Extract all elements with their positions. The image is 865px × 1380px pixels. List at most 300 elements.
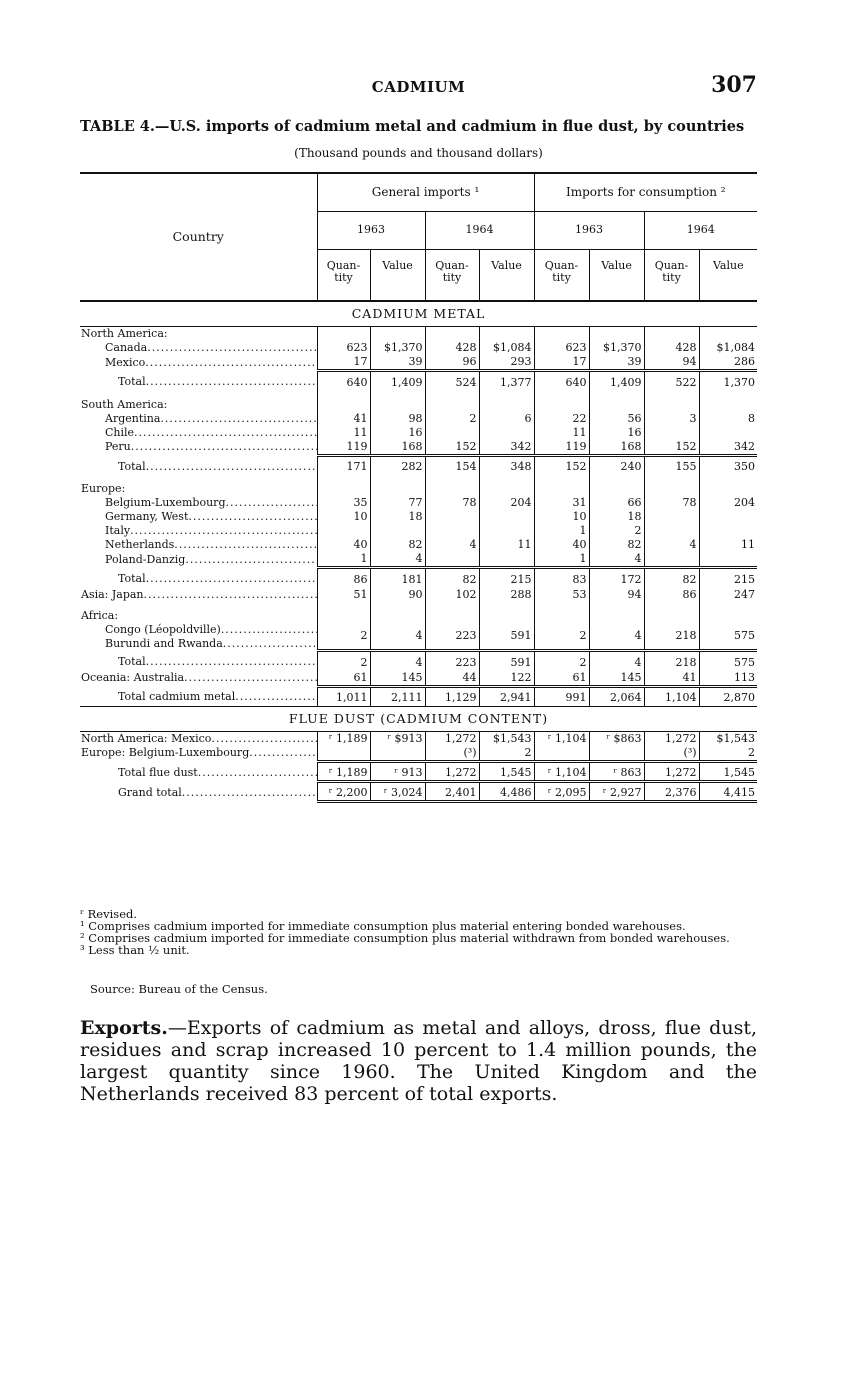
cell-value: 77 bbox=[370, 496, 425, 510]
cell-value bbox=[644, 602, 699, 623]
row-label bbox=[80, 781, 317, 801]
cell-value bbox=[699, 391, 757, 412]
row-label-text: Total bbox=[118, 572, 146, 585]
cell-value: 428 bbox=[644, 341, 699, 355]
row-label-text: Oceania: Australia bbox=[81, 671, 185, 685]
cell-value: 17 bbox=[534, 355, 589, 371]
cell-value: 1,272 bbox=[644, 731, 699, 746]
cell-value bbox=[425, 602, 479, 623]
row-label-text: North America: Mexico bbox=[81, 731, 212, 745]
cell-value bbox=[425, 327, 479, 342]
general-imports-header: General imports ¹ bbox=[317, 173, 534, 211]
cell-value: 3 bbox=[644, 412, 699, 426]
cell-value: 145 bbox=[370, 671, 425, 687]
cell-value: 4 bbox=[644, 538, 699, 552]
cell-value: 204 bbox=[699, 496, 757, 510]
imports-table-grid bbox=[80, 172, 757, 803]
table-row bbox=[80, 524, 757, 538]
cell-value: 2 bbox=[699, 746, 757, 762]
row-label-text: Netherlands bbox=[105, 538, 175, 551]
table-row bbox=[80, 341, 757, 355]
cell-value: 282 bbox=[370, 455, 425, 475]
cell-value: $1,370 bbox=[370, 341, 425, 355]
row-label bbox=[80, 761, 317, 781]
row-label-text: Poland-Danzig bbox=[105, 552, 186, 566]
cell-value: 1,104 bbox=[644, 686, 699, 706]
cell-value: 1 bbox=[534, 552, 589, 568]
cell-value bbox=[479, 327, 534, 342]
cell-value: 155 bbox=[644, 455, 699, 475]
quantity-header: Quan- tity bbox=[317, 249, 370, 301]
footnote-2: ² Comprises cadmium imported for immediate consumption plus material withdrawn from bonded warehouses. bbox=[80, 931, 730, 945]
cell-value: ʳ 3,024 bbox=[370, 781, 425, 801]
row-label-text: Grand total bbox=[118, 785, 182, 799]
footnotes bbox=[80, 908, 757, 956]
cell-value: 575 bbox=[699, 623, 757, 651]
cell-value: 119 bbox=[317, 440, 370, 456]
cell-value: 145 bbox=[589, 671, 644, 687]
cell-value: $1,084 bbox=[479, 341, 534, 355]
row-label-text: Italy bbox=[105, 524, 131, 537]
row-label bbox=[80, 538, 317, 552]
cell-value: 4 bbox=[589, 651, 644, 671]
cell-value: 2 bbox=[317, 623, 370, 651]
cell-value: 113 bbox=[699, 671, 757, 687]
cell-value bbox=[479, 391, 534, 412]
table-row bbox=[80, 671, 757, 687]
table-row bbox=[80, 355, 757, 371]
exports-lead-in: Exports. bbox=[80, 1017, 168, 1039]
cell-value bbox=[699, 510, 757, 524]
cell-value: 4 bbox=[370, 651, 425, 671]
value-header: Value bbox=[479, 249, 534, 301]
row-label-text: Belgium-Luxembourg bbox=[105, 496, 226, 509]
row-label-text: Peru bbox=[105, 440, 131, 454]
cell-value: 2 bbox=[317, 651, 370, 671]
cell-value: 94 bbox=[644, 355, 699, 371]
imports-consumption-header: Imports for consumption ² bbox=[534, 173, 757, 211]
dot-leader bbox=[184, 671, 317, 684]
dot-leader bbox=[147, 341, 317, 354]
cell-value bbox=[317, 327, 370, 342]
cell-value: 152 bbox=[425, 440, 479, 456]
cell-value: 11 bbox=[479, 538, 534, 552]
row-label bbox=[80, 341, 317, 355]
quantity-header: Quan- tity bbox=[534, 249, 589, 301]
cell-value: ʳ 1,104 bbox=[534, 731, 589, 746]
total-row bbox=[80, 568, 757, 588]
cell-value: 575 bbox=[699, 651, 757, 671]
cell-value: 2 bbox=[534, 623, 589, 651]
cell-value bbox=[425, 426, 479, 440]
row-label-text: Burundi and Rwanda bbox=[105, 636, 223, 650]
dot-leader bbox=[144, 588, 317, 601]
table-row bbox=[80, 588, 757, 602]
dot-leader bbox=[146, 572, 317, 585]
cell-value: 56 bbox=[589, 412, 644, 426]
row-label bbox=[80, 327, 317, 342]
row-label-text: Total bbox=[118, 375, 146, 388]
cell-value bbox=[534, 746, 589, 762]
cell-value bbox=[699, 602, 757, 623]
cell-value: 122 bbox=[479, 671, 534, 687]
cell-value bbox=[317, 475, 370, 496]
cell-value: 82 bbox=[370, 538, 425, 552]
dot-leader bbox=[160, 412, 317, 425]
cell-value: 1,272 bbox=[644, 761, 699, 781]
dot-leader bbox=[235, 690, 317, 703]
cell-value: ʳ $863 bbox=[589, 731, 644, 746]
cell-value bbox=[425, 552, 479, 568]
cell-value: 4 bbox=[370, 552, 425, 568]
cell-value bbox=[644, 510, 699, 524]
cell-value: 86 bbox=[644, 588, 699, 602]
cell-value: 66 bbox=[589, 496, 644, 510]
cell-value: 10 bbox=[534, 510, 589, 524]
row-label bbox=[80, 623, 317, 637]
cell-value bbox=[479, 475, 534, 496]
cell-value: 991 bbox=[534, 686, 589, 706]
cell-value: 218 bbox=[644, 651, 699, 671]
cell-value bbox=[589, 391, 644, 412]
cell-value: 2 bbox=[589, 524, 644, 538]
row-label bbox=[80, 568, 317, 588]
value-header: Value bbox=[699, 249, 757, 301]
table-row bbox=[80, 391, 757, 412]
cell-value bbox=[425, 524, 479, 538]
cell-value: 240 bbox=[589, 455, 644, 475]
cell-value bbox=[699, 524, 757, 538]
cell-value bbox=[534, 602, 589, 623]
table-row bbox=[80, 623, 757, 637]
cell-value: 154 bbox=[425, 455, 479, 475]
cell-value: 119 bbox=[534, 440, 589, 456]
cell-value: 2,870 bbox=[699, 686, 757, 706]
quantity-header: Quan- tity bbox=[644, 249, 699, 301]
dot-leader bbox=[221, 623, 317, 636]
cell-value bbox=[479, 426, 534, 440]
cell-value: 35 bbox=[317, 496, 370, 510]
table-row bbox=[80, 440, 757, 456]
dot-leader bbox=[182, 786, 317, 799]
row-label-text: Europe: bbox=[81, 482, 126, 495]
cell-value: 171 bbox=[317, 455, 370, 475]
cell-value bbox=[534, 475, 589, 496]
cell-value bbox=[589, 327, 644, 342]
cell-value: (³) bbox=[425, 746, 479, 762]
cell-value: 522 bbox=[644, 371, 699, 391]
row-label-text: Total bbox=[118, 459, 146, 473]
cell-value bbox=[425, 475, 479, 496]
cell-value: 293 bbox=[479, 355, 534, 371]
cell-value: 39 bbox=[370, 355, 425, 371]
cell-value: ʳ 2,095 bbox=[534, 781, 589, 801]
dot-leader bbox=[134, 426, 317, 439]
row-label bbox=[80, 440, 317, 456]
cell-value: 215 bbox=[699, 568, 757, 588]
row-label bbox=[80, 391, 317, 412]
cell-value: 640 bbox=[317, 371, 370, 391]
cell-value: ʳ 2,200 bbox=[317, 781, 370, 801]
row-label bbox=[80, 552, 317, 568]
cell-value: $1,084 bbox=[699, 341, 757, 355]
cell-value bbox=[479, 510, 534, 524]
row-label bbox=[80, 746, 317, 762]
cell-value: 82 bbox=[425, 568, 479, 588]
cell-value: 96 bbox=[425, 355, 479, 371]
row-label bbox=[80, 602, 317, 623]
cell-value bbox=[370, 746, 425, 762]
cell-value: 350 bbox=[699, 455, 757, 475]
cell-value: 4 bbox=[589, 552, 644, 568]
dot-leader bbox=[249, 746, 317, 759]
row-label bbox=[80, 671, 317, 687]
cell-value: 1,129 bbox=[425, 686, 479, 706]
row-label-text: Total flue dust bbox=[118, 765, 198, 779]
running-title: CADMIUM bbox=[371, 78, 466, 96]
table-row bbox=[80, 602, 757, 623]
year-1964-general: 1964 bbox=[425, 211, 534, 249]
cell-value: 247 bbox=[699, 588, 757, 602]
cell-value: 83 bbox=[534, 568, 589, 588]
cell-value: 286 bbox=[699, 355, 757, 371]
cell-value bbox=[644, 475, 699, 496]
cell-value: 1,272 bbox=[425, 761, 479, 781]
source-note: Source: Bureau of the Census. bbox=[90, 982, 268, 996]
cell-value: 172 bbox=[589, 568, 644, 588]
cell-value bbox=[644, 391, 699, 412]
table-title: TABLE 4.—U.S. imports of cadmium metal and cadmium in flue dust, by countries bbox=[80, 118, 745, 135]
cell-value: 4 bbox=[589, 623, 644, 651]
cell-value: 591 bbox=[479, 651, 534, 671]
total-row bbox=[80, 455, 757, 475]
table-row bbox=[80, 746, 757, 762]
row-label-text: Canada bbox=[105, 341, 148, 354]
dot-leader bbox=[146, 375, 317, 388]
quantity-header: Quan- tity bbox=[425, 249, 479, 301]
cell-value bbox=[370, 475, 425, 496]
cell-value bbox=[479, 552, 534, 568]
dot-leader bbox=[146, 460, 317, 473]
cell-value: 22 bbox=[534, 412, 589, 426]
cell-value: 98 bbox=[370, 412, 425, 426]
imports-table bbox=[80, 172, 757, 803]
year-1963-consumption: 1963 bbox=[534, 211, 644, 249]
cell-value bbox=[425, 510, 479, 524]
cell-value: 78 bbox=[425, 496, 479, 510]
value-header: Value bbox=[370, 249, 425, 301]
cell-value bbox=[479, 524, 534, 538]
row-label-text: Asia: Japan bbox=[81, 587, 144, 601]
cell-value: 152 bbox=[644, 440, 699, 456]
cell-value: 31 bbox=[534, 496, 589, 510]
cell-value bbox=[644, 327, 699, 342]
row-label-text: Chile bbox=[105, 425, 135, 439]
cell-value: 2,376 bbox=[644, 781, 699, 801]
dot-leader bbox=[145, 356, 317, 369]
dot-leader bbox=[188, 510, 317, 523]
cell-value bbox=[699, 552, 757, 568]
row-label-text: Europe: Belgium-Luxembourg bbox=[81, 746, 250, 760]
cell-value: 61 bbox=[534, 671, 589, 687]
cell-value: 90 bbox=[370, 588, 425, 602]
cell-value: ʳ 1,104 bbox=[534, 761, 589, 781]
dot-leader bbox=[185, 553, 317, 566]
cell-value: 2,401 bbox=[425, 781, 479, 801]
cell-value: ʳ $913 bbox=[370, 731, 425, 746]
row-label-text: Congo (Léopoldville) bbox=[105, 622, 221, 636]
row-label-text: Total cadmium metal bbox=[118, 690, 236, 704]
cell-value: 39 bbox=[589, 355, 644, 371]
cell-value: 181 bbox=[370, 568, 425, 588]
total-row bbox=[80, 781, 757, 801]
row-label-text: South America: bbox=[81, 397, 168, 411]
cell-value: 1,272 bbox=[425, 731, 479, 746]
footnote-3: ³ Less than ½ unit. bbox=[80, 943, 190, 957]
row-label bbox=[80, 510, 317, 524]
cell-value bbox=[699, 426, 757, 440]
cell-value bbox=[644, 426, 699, 440]
cell-value: ʳ 913 bbox=[370, 761, 425, 781]
cell-value: 16 bbox=[370, 426, 425, 440]
cell-value: 623 bbox=[534, 341, 589, 355]
cell-value: 11 bbox=[317, 426, 370, 440]
page-number: 307 bbox=[711, 72, 757, 98]
cell-value: 4,486 bbox=[479, 781, 534, 801]
cell-value bbox=[425, 391, 479, 412]
table-row bbox=[80, 327, 757, 342]
table-row bbox=[80, 475, 757, 496]
cell-value: 102 bbox=[425, 588, 479, 602]
cell-value: 223 bbox=[425, 651, 479, 671]
table-row bbox=[80, 426, 757, 440]
cell-value: 16 bbox=[589, 426, 644, 440]
cell-value: 1,545 bbox=[699, 761, 757, 781]
cell-value: 168 bbox=[370, 440, 425, 456]
cell-value: 17 bbox=[317, 355, 370, 371]
row-label-text: Total bbox=[118, 655, 146, 668]
cell-value: 40 bbox=[317, 538, 370, 552]
cell-value: 18 bbox=[589, 510, 644, 524]
cell-value: 41 bbox=[644, 671, 699, 687]
row-label bbox=[80, 455, 317, 475]
cell-value bbox=[370, 327, 425, 342]
row-label bbox=[80, 475, 317, 496]
value-header: Value bbox=[589, 249, 644, 301]
cell-value: 215 bbox=[479, 568, 534, 588]
row-label bbox=[80, 496, 317, 510]
cell-value: 10 bbox=[317, 510, 370, 524]
cell-value bbox=[479, 602, 534, 623]
cell-value: 1,370 bbox=[699, 371, 757, 391]
country-header: Country bbox=[80, 173, 317, 301]
total-row bbox=[80, 761, 757, 781]
exports-paragraph bbox=[80, 1017, 757, 1105]
cell-value bbox=[699, 475, 757, 496]
cell-value: 640 bbox=[534, 371, 589, 391]
cell-value: 591 bbox=[479, 623, 534, 651]
cell-value: (³) bbox=[644, 746, 699, 762]
cell-value: 82 bbox=[644, 568, 699, 588]
total-row bbox=[80, 651, 757, 671]
row-label bbox=[80, 637, 317, 651]
cell-value: 78 bbox=[644, 496, 699, 510]
dot-leader bbox=[225, 496, 317, 509]
cell-value: 41 bbox=[317, 412, 370, 426]
dot-leader bbox=[130, 524, 317, 537]
cell-value: 94 bbox=[589, 588, 644, 602]
cell-value: 1 bbox=[534, 524, 589, 538]
cell-value bbox=[534, 391, 589, 412]
dot-leader bbox=[131, 440, 317, 453]
total-row bbox=[80, 686, 757, 706]
table-row bbox=[80, 731, 757, 746]
cell-value: 223 bbox=[425, 623, 479, 651]
cell-value bbox=[317, 524, 370, 538]
cell-value: 342 bbox=[699, 440, 757, 456]
dot-leader bbox=[198, 766, 317, 779]
row-label bbox=[80, 426, 317, 440]
cell-value: 40 bbox=[534, 538, 589, 552]
row-label bbox=[80, 355, 317, 371]
cell-value bbox=[534, 327, 589, 342]
cell-value: 1,545 bbox=[479, 761, 534, 781]
cell-value: 82 bbox=[589, 538, 644, 552]
row-label-text: Africa: bbox=[81, 608, 119, 622]
cell-value: 51 bbox=[317, 588, 370, 602]
cell-value: 623 bbox=[317, 341, 370, 355]
cell-value: 6 bbox=[479, 412, 534, 426]
cell-value: $1,370 bbox=[589, 341, 644, 355]
cell-value: 2 bbox=[425, 412, 479, 426]
dot-leader bbox=[211, 732, 317, 745]
table-row bbox=[80, 496, 757, 510]
cell-value: 11 bbox=[534, 426, 589, 440]
footnote-1: ¹ Comprises cadmium imported for immediate consumption plus material entering bonded warehouses. bbox=[80, 919, 686, 933]
cell-value bbox=[317, 602, 370, 623]
cell-value: 1,377 bbox=[479, 371, 534, 391]
cell-value bbox=[370, 391, 425, 412]
section-cadmium-metal: CADMIUM METAL bbox=[80, 301, 757, 327]
cell-value: 18 bbox=[370, 510, 425, 524]
cell-value bbox=[589, 602, 644, 623]
cell-value: ʳ 863 bbox=[589, 761, 644, 781]
cell-value: 1,409 bbox=[589, 371, 644, 391]
cell-value: 342 bbox=[479, 440, 534, 456]
cell-value bbox=[644, 524, 699, 538]
cell-value: 218 bbox=[644, 623, 699, 651]
cell-value: 4 bbox=[425, 538, 479, 552]
cell-value: 8 bbox=[699, 412, 757, 426]
row-label-text: Mexico bbox=[105, 355, 146, 369]
table-subtitle: (Thousand pounds and thousand dollars) bbox=[294, 146, 543, 160]
cell-value: 44 bbox=[425, 671, 479, 687]
total-row bbox=[80, 371, 757, 391]
table-row bbox=[80, 538, 757, 552]
cell-value: 348 bbox=[479, 455, 534, 475]
exports-text: —Exports of cadmium as metal and alloys, dross, flue dust, residues and scrap increased 10 percent to 1.4 million pounds, the largest quantity since 1960. The United Kingdom and the Netherlands received 83 percent of total exports. bbox=[80, 1017, 757, 1105]
row-label bbox=[80, 588, 317, 602]
dot-leader bbox=[174, 538, 317, 551]
row-label-text: North America: bbox=[81, 327, 168, 340]
section-flue-dust: FLUE DUST (CADMIUM CONTENT) bbox=[80, 706, 757, 731]
cell-value: 53 bbox=[534, 588, 589, 602]
cell-value: ʳ 1,189 bbox=[317, 731, 370, 746]
table-row bbox=[80, 412, 757, 426]
row-label bbox=[80, 731, 317, 746]
running-head bbox=[80, 72, 757, 102]
cell-value: $1,543 bbox=[699, 731, 757, 746]
